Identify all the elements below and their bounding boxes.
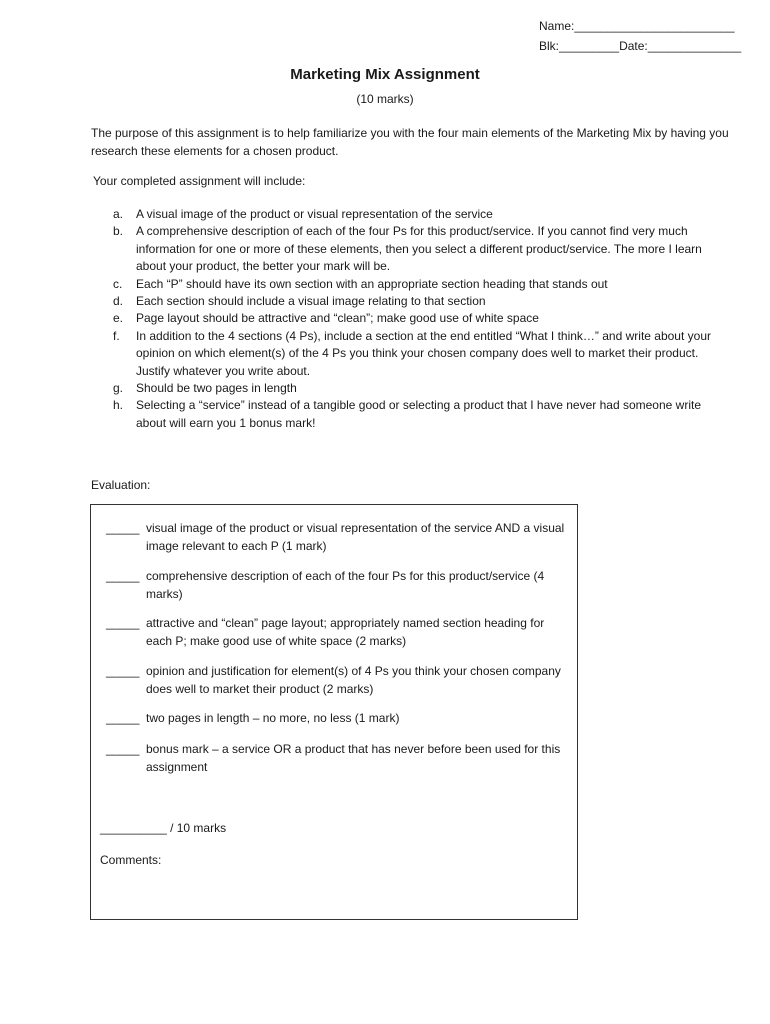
total-marks-line: __________ / 10 marks <box>100 821 227 835</box>
criterion-text: opinion and justification for element(s) of 4 Ps you think your chosen company does well to market their product (2 marks) <box>146 664 561 696</box>
requirement-item <box>91 310 731 327</box>
requirement-text: A comprehensive description of each of the four Ps for this product/service. If you cannot find very much information for one or more of these elements, then you select a different product/service. The more I learn about your product, the better your mark will be. <box>136 224 702 274</box>
evaluation-criterion <box>106 662 566 698</box>
requirements-list <box>91 206 731 432</box>
requirement-letter: d. <box>113 294 124 309</box>
requirement-text: Page layout should be attractive and “clean”; make good use of white space <box>136 311 539 326</box>
requirement-item <box>91 223 731 275</box>
evaluation-criterion <box>106 567 566 603</box>
evaluation-criterion <box>106 519 566 555</box>
requirement-item <box>91 397 731 432</box>
mark-blank: _____ <box>106 711 140 725</box>
requirement-letter: e. <box>113 311 124 326</box>
mark-blank: _____ <box>106 521 140 535</box>
blk-date-line: Blk:_________Date:______________ <box>539 39 742 53</box>
evaluation-box <box>90 504 578 920</box>
requirement-text: Each section should include a visual image relating to that section <box>136 294 486 309</box>
marks-subtitle: (10 marks) <box>356 92 414 106</box>
requirement-letter: b. <box>113 224 124 239</box>
requirement-letter: c. <box>113 276 123 291</box>
requirement-item <box>91 293 731 310</box>
criterion-text: attractive and “clean” page layout; appropriately named section heading for each P; make good use of white space (2 marks) <box>146 616 545 648</box>
mark-blank: _____ <box>106 616 140 630</box>
requirement-item <box>91 380 731 397</box>
evaluation-criterion <box>106 709 566 727</box>
evaluation-label: Evaluation: <box>91 478 151 492</box>
evaluation-criterion <box>106 614 566 650</box>
criterion-text: bonus mark – a service OR a product that has never before been used for this assignment <box>146 742 561 774</box>
requirement-text: Should be two pages in length <box>136 381 297 396</box>
criterion-text: comprehensive description of each of the four Ps for this product/service (4 marks) <box>146 569 545 601</box>
criterion-text: two pages in length – no more, no less (1 mark) <box>146 711 400 725</box>
mark-blank: _____ <box>106 569 140 583</box>
intro-paragraph: The purpose of this assignment is to help familiarize you with the four main elements of the Marketing Mix by having you research these elements for a chosen product. <box>91 126 729 158</box>
requirement-item <box>91 206 731 223</box>
requirement-letter: g. <box>113 381 124 396</box>
requirement-text: In addition to the 4 sections (4 Ps), include a section at the end entitled “What I think…” and write about your opinion on which element(s) of the 4 Ps you think your chosen company does well to market their product. Justify whatever you write about. <box>136 328 711 378</box>
evaluation-criterion <box>106 740 566 776</box>
name-line: Name:________________________ <box>539 19 735 33</box>
requirement-letter: h. <box>113 398 124 413</box>
comments-label: Comments: <box>100 853 162 867</box>
requirement-letter: f. <box>113 328 120 343</box>
page-title: Marketing Mix Assignment <box>290 66 480 83</box>
mark-blank: _____ <box>106 664 140 678</box>
mark-blank: _____ <box>106 742 140 756</box>
requirement-text: Each “P” should have its own section with an appropriate section heading that stands out <box>136 276 608 291</box>
requirement-item <box>91 328 731 380</box>
requirement-text: Selecting a “service” instead of a tangible good or selecting a product that I have never had someone write about will earn you 1 bonus mark! <box>136 398 702 430</box>
requirement-item <box>91 276 731 293</box>
include-heading: Your completed assignment will include: <box>93 174 306 188</box>
requirement-text: A visual image of the product or visual representation of the service <box>136 207 493 221</box>
criterion-text: visual image of the product or visual representation of the service AND a visual image relevant to each P (1 mark) <box>146 521 565 553</box>
requirement-letter: a. <box>113 207 124 221</box>
